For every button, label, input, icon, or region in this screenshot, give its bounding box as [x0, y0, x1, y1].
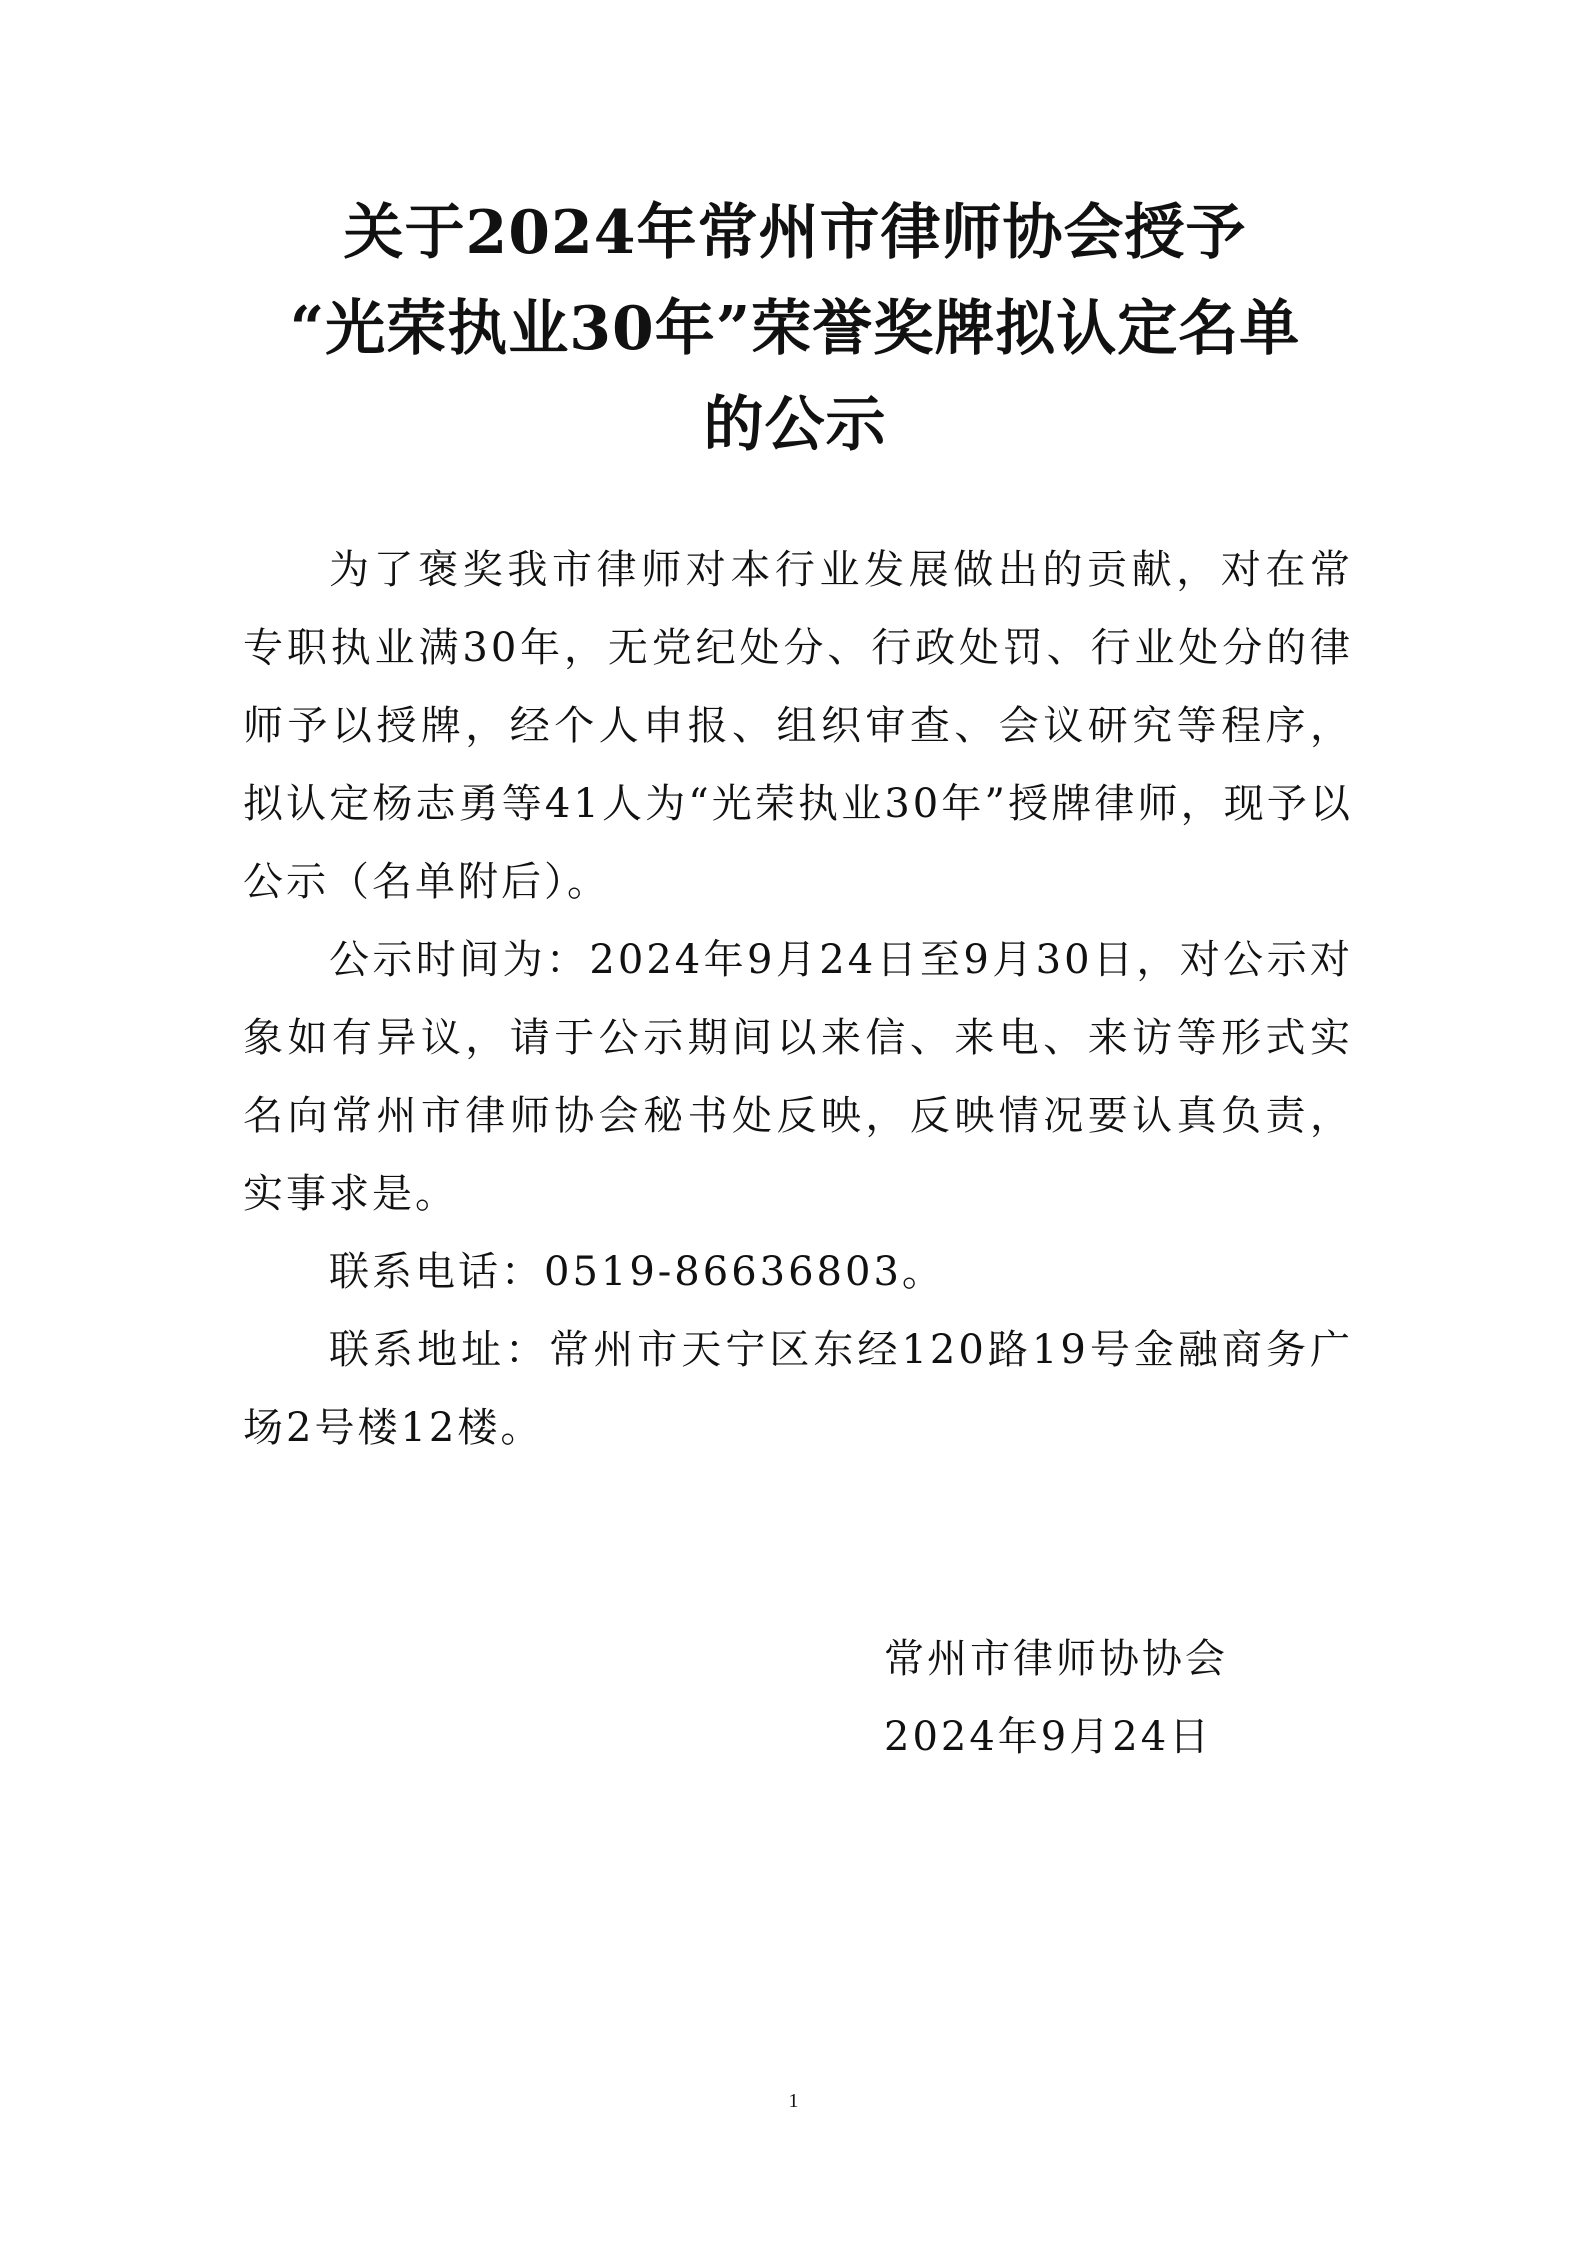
- signature-organization: 常州市律师协协会: [884, 1636, 1228, 1682]
- document-body: [243, 531, 1353, 1467]
- page-number: 1: [788, 2090, 799, 2112]
- signature-block: [884, 1620, 1228, 1776]
- paragraph-purpose: 为了褒奖我市律师对本行业发展做出的贡献，对在常专职执业满30年，无党纪处分、行政处罚、行业处分的律师予以授牌，经个人申报、组织审查、会议研究等程序，拟认定杨志勇等41人为“光荣执业30年”授牌律师，现予以公示（名单附后）。: [243, 547, 1353, 905]
- signature-date: 2024年9月24日: [884, 1714, 1213, 1760]
- title-line-1: 关于2024年常州市律师协会授予: [343, 198, 1247, 268]
- paragraph-address: 联系地址：常州市天宁区东经120路19号金融商务广场2号楼12楼。: [243, 1327, 1353, 1451]
- title-line-2: “光荣执业30年”荣誉奖牌拟认定名单: [289, 294, 1301, 364]
- paragraph-phone: 联系电话：0519-86636803。: [329, 1249, 945, 1295]
- title-line-3: 的公示: [703, 390, 887, 460]
- document-title: [240, 185, 1350, 473]
- paragraph-period: 公示时间为：2024年9月24日至9月30日，对公示对象如有异议，请于公示期间以来信、来电、来访等形式实名向常州市律师协会秘书处反映，反映情况要认真负责，实事求是。: [243, 937, 1353, 1217]
